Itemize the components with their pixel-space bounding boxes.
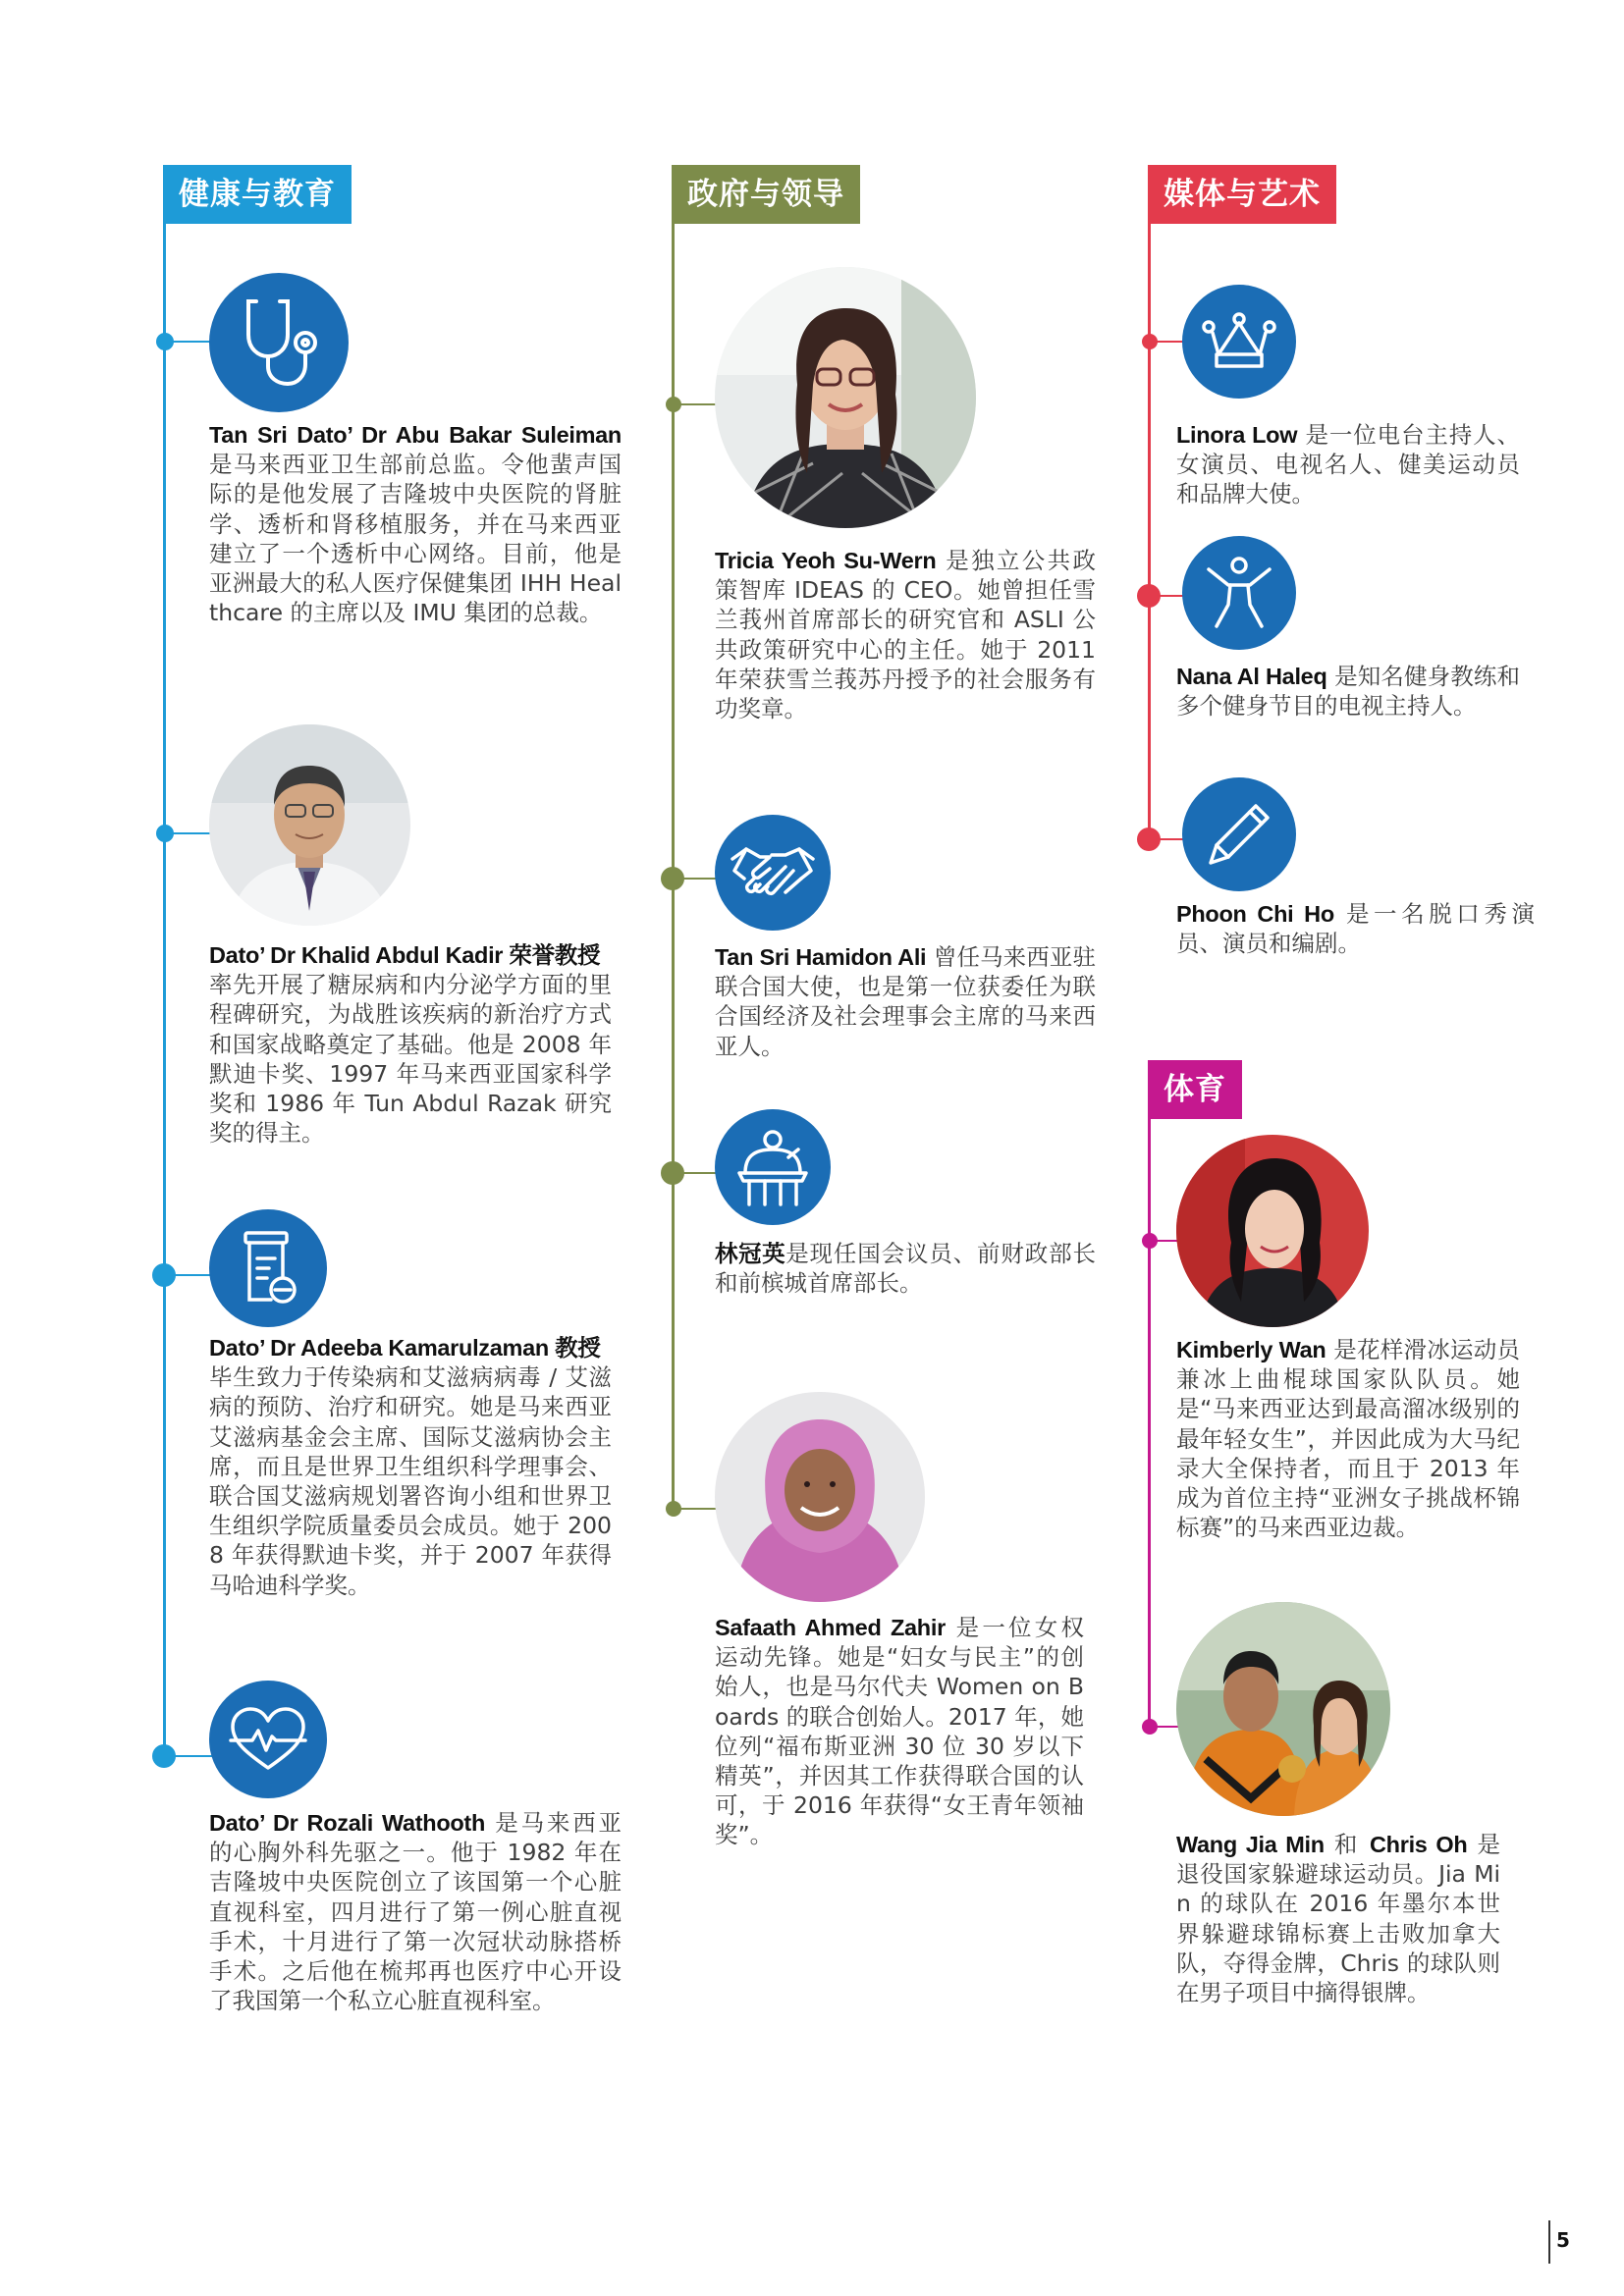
- person-name: Tricia Yeoh Su-Wern: [715, 548, 937, 573]
- timeline-dot: [1137, 828, 1161, 851]
- category-tag-sports: 体育: [1148, 1060, 1242, 1119]
- person-title: 荣誉教授: [503, 942, 601, 968]
- person-name: Linora Low: [1176, 422, 1298, 448]
- page-number-divider: [1548, 2220, 1550, 2264]
- person-nana: [1176, 662, 1520, 721]
- person-description: 是独立公共政策智库 IDEAS 的 CEO。她曾担任雪兰莪州首席部长的研究官和 ASLI 公共政策研究中心的主任。她于 2011 年荣获雪兰莪苏丹授予的社会服务有功奖章。: [715, 547, 1096, 723]
- person-adeeba: [209, 1333, 612, 1600]
- person-wang-chris: [1176, 1830, 1500, 2007]
- person-description: 是现任国会议员、前财政部长和前槟城首席部长。: [715, 1240, 1096, 1298]
- person-name-2: Chris Oh: [1370, 1832, 1468, 1857]
- person-description: 是花样滑冰运动员兼冰上曲棍球国家队队员。她是“马来西亚达到最高溜冰级别的最年轻女生”，并因此成为大马纪录大全保持者，而且于 2013 年成为首位主持“亚洲女子挑战杯锦标赛”的马来西亚边裁。: [1176, 1336, 1520, 1542]
- portrait-safaath: [715, 1392, 925, 1602]
- person-description: 是一位电台主持人、女演员、电视名人、健美运动员和品牌大使。: [1176, 421, 1520, 508]
- timeline-dot: [1142, 1233, 1158, 1249]
- person-description: 是马来西亚卫生部前总监。令他蜚声国际的是他发展了吉隆坡中央医院的肾脏学、透析和肾移植服务，并在马来西亚建立了一个透析中心网络。目前，他是亚洲最大的私人医疗保健集团 IHH Healthcare 的主席以及 IMU 集团的总裁。: [209, 451, 622, 627]
- timeline-dot: [152, 1263, 176, 1287]
- person-description: 是马来西亚的心胸外科先驱之一。他于 1982 年在吉隆坡中央医院创立了该国第一个心脏直视科室，四月进行了第一例心脏直视手术，十月进行了第一次冠状动脉搭桥手术。之后他在梳邦再也医疗中心开设了我国第一个私立心脏直视科室。: [209, 1809, 622, 2015]
- timeline-dot: [666, 1501, 681, 1517]
- person-tricia: [715, 546, 1096, 723]
- timeline-dot: [1142, 334, 1158, 349]
- handshake-icon: [715, 815, 831, 931]
- podium-speaker-icon: [715, 1109, 831, 1225]
- timeline-dot: [661, 867, 684, 890]
- stethoscope-icon: [209, 273, 349, 412]
- person-phoon: [1176, 899, 1535, 958]
- timeline-sports: [1148, 1119, 1151, 1728]
- portrait-khalid: [209, 724, 410, 926]
- portrait-kimberly: [1176, 1135, 1369, 1327]
- person-name: Dato’ Dr Khalid Abdul Kadir: [209, 942, 504, 968]
- person-name: 林冠英: [715, 1241, 786, 1266]
- person-lim: [715, 1239, 1096, 1298]
- person-name: Phoon Chi Ho: [1176, 901, 1334, 927]
- person-description: 是一名脱口秀演员、演员和编剧。: [1176, 900, 1535, 958]
- category-tag-government: 政府与领导: [672, 165, 860, 224]
- person-rozali: [209, 1808, 622, 2015]
- person-name: Tan Sri Hamidon Ali: [715, 944, 927, 970]
- person-title: 教授: [548, 1335, 601, 1361]
- medicine-jar-icon: [209, 1209, 327, 1327]
- category-tag-media: 媒体与艺术: [1148, 165, 1336, 224]
- person-abu-bakar: [209, 420, 622, 627]
- fitness-person-icon: [1182, 536, 1296, 650]
- category-tag-health: 健康与教育: [163, 165, 352, 224]
- person-safaath: [715, 1613, 1084, 1850]
- timeline-dot: [1137, 584, 1161, 608]
- portrait-wang-chris: [1176, 1602, 1390, 1816]
- person-khalid: [209, 940, 612, 1148]
- timeline-dot: [156, 333, 174, 350]
- person-description: 是知名健身教练和多个健身节目的电视主持人。: [1176, 663, 1520, 721]
- timeline-dot: [152, 1744, 176, 1768]
- timeline-dot: [1142, 1719, 1158, 1735]
- crown-icon: [1182, 285, 1296, 399]
- person-name: Tan Sri Dato’ Dr Abu Bakar Suleiman: [209, 422, 622, 448]
- person-name: Dato’ Dr Adeeba Kamarulzaman: [209, 1335, 549, 1361]
- person-connector: 和: [1324, 1831, 1370, 1858]
- timeline-health: [163, 224, 166, 1757]
- person-name: Safaath Ahmed Zahir: [715, 1615, 946, 1640]
- timeline-dot: [666, 397, 681, 412]
- timeline-dot: [661, 1161, 684, 1185]
- heartbeat-icon: [209, 1681, 327, 1798]
- person-name: Wang Jia Min: [1176, 1832, 1325, 1857]
- timeline-media: [1148, 224, 1151, 840]
- person-description: 率先开展了糖尿病和内分泌学方面的里程碑研究，为战胜该疾病的新治疗方式和国家战略奠定了基础。他是 2008 年默迪卡奖、1997 年马来西亚国家科学奖和 1986 年 Tun Abdul Razak 研究奖的得主。: [209, 971, 612, 1148]
- person-name: Dato’ Dr Rozali Wathooth: [209, 1810, 486, 1836]
- person-name: Kimberly Wan: [1176, 1337, 1326, 1362]
- pencil-icon: [1182, 777, 1296, 891]
- person-name: Nana Al Haleq: [1176, 664, 1327, 689]
- person-description: 曾任马来西亚驻联合国大使，也是第一位获委任为联合国经济及社会理事会主席的马来西亚人。: [715, 943, 1096, 1060]
- person-hamidon: [715, 942, 1096, 1061]
- person-description: 毕生致力于传染病和艾滋病病毒 / 艾滋病的预防、治疗和研究。她是马来西亚艾滋病基金会主席、国际艾滋病协会主席，而且是世界卫生组织科学理事会、联合国艾滋病规划署咨询小组和世界卫生组织学院质量委员会成员。她于 2008 年获得默迪卡奖，并于 2007 年获得马哈迪科学奖。: [209, 1363, 612, 1599]
- timeline-dot: [156, 825, 174, 842]
- person-linora: [1176, 420, 1520, 509]
- person-description: 是退役国家躲避球运动员。Jia Min 的球队在 2016 年墨尔本世界躲避球锦标赛上击败加拿大队，夺得金牌，Chris 的球队则在男子项目中摘得银牌。: [1176, 1831, 1500, 2007]
- person-kimberly: [1176, 1335, 1520, 1542]
- person-description: 是一位女权运动先锋。她是“妇女与民主”的创始人，也是马尔代夫 Women on Boards 的联合创始人。2017 年，她位列“福布斯亚洲 30 位 30 岁以下精英”，并因其工作获得联合国的认可，于 2016 年获得“女王青年领袖奖”。: [715, 1614, 1084, 1849]
- portrait-tricia: [715, 267, 976, 528]
- page-number: 5: [1556, 2228, 1570, 2252]
